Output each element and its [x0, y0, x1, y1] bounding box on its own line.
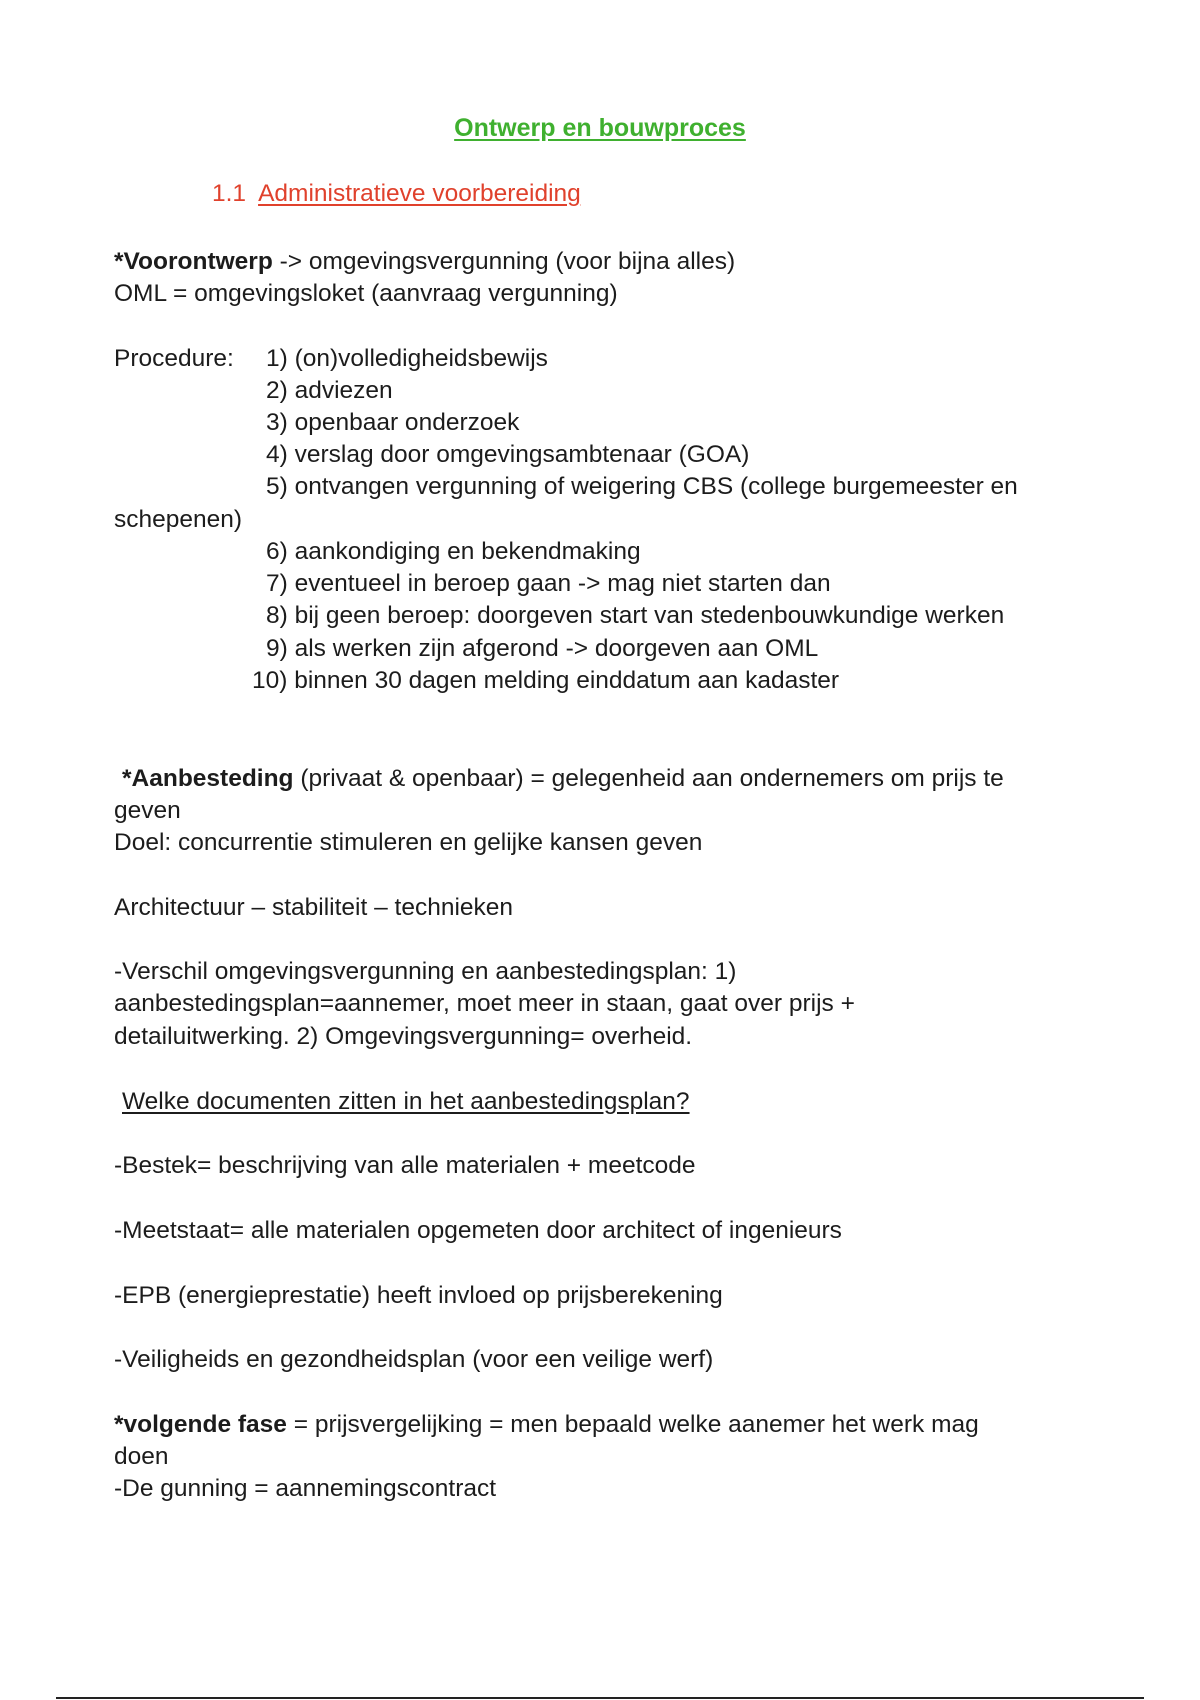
verschil-line: detailuitwerking. 2) Omgevingsvergunning= overheid.	[114, 1023, 693, 1050]
document-item: -Veiligheids en gezondheidsplan (voor een veilige werf)	[114, 1346, 714, 1373]
voorontwerp-line	[114, 246, 735, 278]
doel-line: Doel: concurrentie stimuleren en gelijke kansen geven	[114, 829, 703, 856]
procedure-step: 6) aankondiging en bekendmaking	[266, 538, 641, 565]
procedure-step-continuation: schepenen)	[114, 506, 243, 533]
voorontwerp-term: *Voorontwerp	[114, 248, 273, 275]
oml-line: OML = omgevingsloket (aanvraag vergunning)	[114, 280, 618, 307]
documents-question: Welke documenten zitten in het aanbestedingsplan?	[122, 1088, 690, 1115]
procedure-step: 5) ontvangen vergunning of weigering CBS (college burgemeester en	[266, 473, 1018, 500]
procedure-step: 9) als werken zijn afgerond -> doorgeven aan OML	[266, 635, 819, 662]
procedure-step: 8) bij geen beroep: doorgeven start van stedenbouwkundige werken	[266, 602, 1005, 629]
aanbesteding-continuation: geven	[114, 797, 181, 824]
procedure-step: 10) binnen 30 dagen melding einddatum aan kadaster	[252, 667, 840, 694]
document-item: -Bestek= beschrijving van alle materialen + meetcode	[114, 1152, 696, 1179]
volgende-fase-line	[114, 1409, 979, 1441]
aanbesteding-text: (privaat & openbaar) = gelegenheid aan ondernemers om prijs te	[293, 765, 1004, 792]
gunning-line: -De gunning = aannemingscontract	[114, 1475, 497, 1502]
procedure-step: 3) openbaar onderzoek	[266, 409, 520, 436]
section-heading	[212, 180, 581, 208]
verschil-line: -Verschil omgevingsvergunning en aanbestedingsplan: 1)	[114, 958, 737, 985]
procedure-step: 7) eventueel in beroep gaan -> mag niet starten dan	[266, 570, 831, 597]
volgende-fase-text: = prijsvergelijking = men bepaald welke aanemer het werk mag	[286, 1411, 979, 1438]
procedure-step: 4) verslag door omgevingsambtenaar (GOA)	[266, 441, 750, 468]
voorontwerp-text: -> omgevingsvergunning (voor bijna alles)	[272, 248, 736, 275]
disciplines-line: Architectuur – stabiliteit – technieken	[114, 894, 514, 921]
aanbesteding-line	[122, 763, 1004, 795]
bottom-divider	[56, 1697, 1144, 1699]
volgende-fase-continuation: doen	[114, 1443, 169, 1470]
procedure-label: Procedure:	[114, 345, 234, 372]
section-label: Administratieve voorbereiding	[258, 180, 581, 207]
document-item: -Meetstaat= alle materialen opgemeten door architect of ingenieurs	[114, 1217, 842, 1244]
volgende-fase-term: *volgende fase	[114, 1411, 287, 1438]
page-title: Ontwerp en bouwproces	[454, 114, 746, 142]
verschil-line: aanbestedingsplan=aannemer, moet meer in staan, gaat over prijs +	[114, 990, 855, 1017]
aanbesteding-term: *Aanbesteding	[122, 765, 294, 792]
procedure-step: 1) (on)volledigheidsbewijs	[266, 345, 548, 372]
document-item: -EPB (energieprestatie) heeft invloed op prijsberekening	[114, 1282, 723, 1309]
procedure-step: 2) adviezen	[266, 377, 393, 404]
section-number: 1.1	[212, 180, 247, 207]
